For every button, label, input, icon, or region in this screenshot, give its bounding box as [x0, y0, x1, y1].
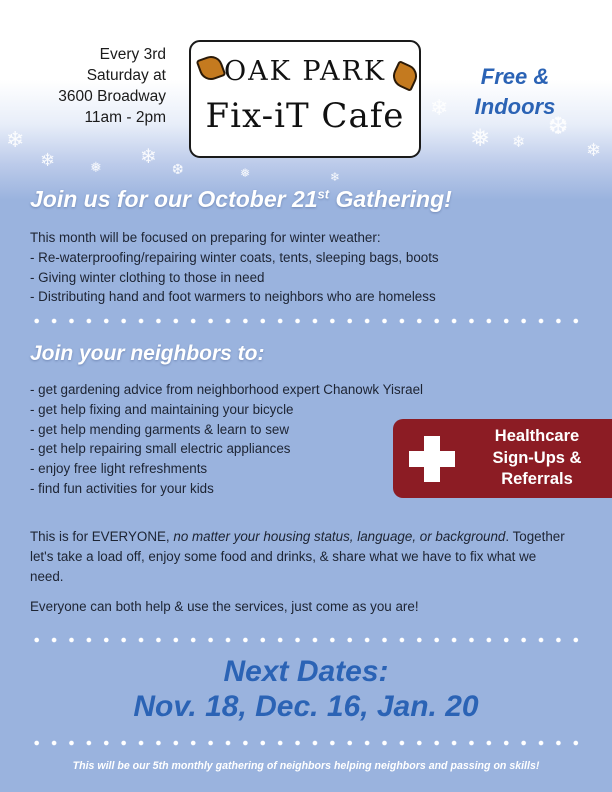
schedule-time: 11am - 2pm [84, 109, 166, 126]
help-line: Everyone can both help & use the services, just come as you are! [30, 599, 419, 614]
gathering-focus-list [30, 228, 439, 307]
everyone-text-emphasis: no matter your housing status, language, or background [173, 529, 506, 544]
gathering-heading-ordinal: st [317, 186, 330, 202]
everyone-text-start: This is for EVERYONE, [30, 529, 174, 544]
gathering-heading-text: Join us for our October 21 [30, 186, 318, 212]
medical-cross-icon [409, 436, 455, 482]
list-item: - enjoy free light refreshments [30, 461, 208, 477]
snowflake-icon: ❆ [548, 112, 569, 140]
logo-subtitle: Fix-iT Cafe [205, 96, 405, 136]
healthcare-callout-text [463, 426, 611, 491]
healthcare-line-2: Sign-Ups & [492, 448, 582, 467]
healthcare-line-3: Referrals [501, 470, 573, 488]
badge-line-1: Free & [480, 64, 550, 89]
gathering-heading-end: Gathering! [329, 186, 452, 212]
snowflake-icon: ❄ [330, 170, 341, 184]
snowflake-icon: ❆ [172, 162, 184, 178]
list-item: - Re-waterproofing/repairing winter coats, tents, sleeping bags, boots [30, 249, 439, 265]
healthcare-callout [393, 419, 612, 498]
list-item: - get help fixing and maintaining your bicycle [30, 401, 294, 417]
everyone-paragraph [30, 527, 570, 586]
next-dates-list: Nov. 18, Dec. 16, Jan. 20 [133, 690, 479, 723]
free-indoors-badge [440, 62, 590, 122]
everyone-text-end: . Together let's take a load off, enjoy some food and drinks, & share what we have to fix what we need. [30, 529, 565, 584]
schedule-address: 3600 Broadway [58, 88, 166, 105]
snowflake-icon: ❄ [586, 140, 602, 161]
healthcare-line-1: Healthcare [494, 427, 580, 445]
footer-note: This will be our 5th monthly gathering of neighbors helping neighbors and passing on skills! [72, 760, 540, 772]
list-item: - get help mending garments & learn to sew [30, 421, 290, 437]
dotted-divider [28, 318, 584, 324]
snowflake-icon: ❄ [512, 132, 526, 151]
snowflake-icon: ❅ [240, 166, 251, 180]
list-item: - get help repairing small electric appliances [30, 441, 291, 457]
dotted-divider [28, 637, 584, 643]
gathering-heading [30, 186, 452, 213]
logo-title: OAK PARK [223, 56, 387, 87]
activities-list [30, 380, 423, 499]
schedule-frequency: Every 3rd [99, 46, 166, 63]
next-dates-label: Next Dates: [223, 655, 389, 688]
list-item: - Giving winter clothing to those in need [30, 269, 265, 285]
fix-it-cafe-logo [189, 40, 421, 158]
dotted-divider [28, 740, 584, 746]
list-item: - get gardening advice from neighborhood expert Chanowk Yisrael [30, 382, 424, 397]
badge-line-2: Indoors [474, 94, 556, 119]
snowflake-icon: ❄ [6, 128, 25, 153]
event-schedule [20, 44, 166, 128]
list-item: This month will be focused on preparing for winter weather: [30, 230, 381, 245]
snowflake-icon: ❄ [40, 150, 56, 171]
neighbors-heading: Join your neighbors to: [30, 342, 265, 365]
snowflake-icon: ❄ [430, 96, 449, 121]
list-item: - Distributing hand and foot warmers to neighbors who are homeless [30, 289, 436, 305]
snowflake-icon: ❅ [90, 160, 102, 176]
snowflake-icon: ❄ [140, 144, 157, 168]
schedule-day: Saturday at [86, 67, 166, 84]
snowflake-icon: ❅ [470, 124, 491, 152]
list-item: - find fun activities for your kids [30, 480, 214, 496]
